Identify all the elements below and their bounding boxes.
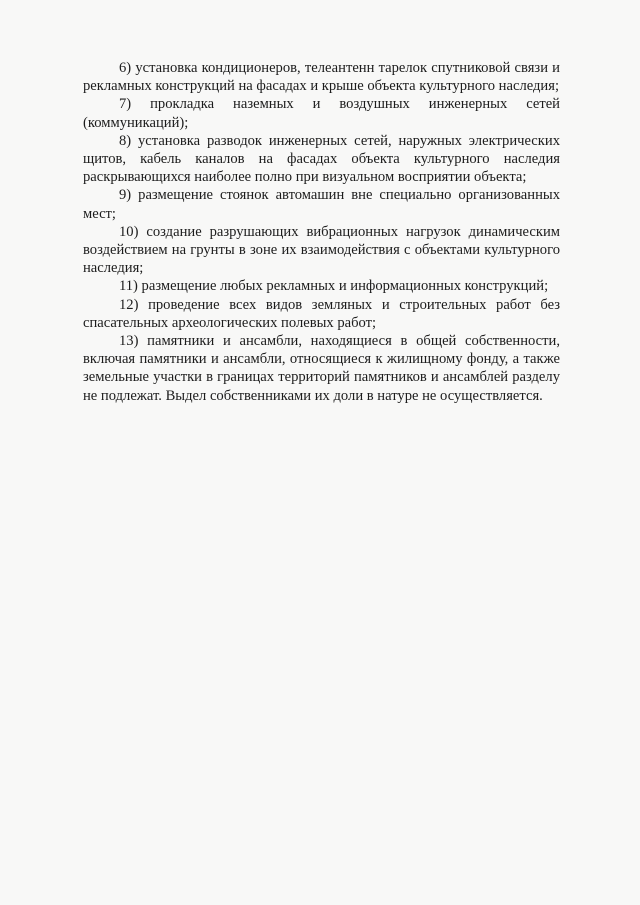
paragraph-item-7: 7) прокладка наземных и воздушных инженерных сетей (коммуникаций); xyxy=(83,96,560,131)
paragraph-item-13: 13) памятники и ансамбли, находящиеся в общей собственности, включая памятники и ансамбли, относящиеся к жилищному фонду, а также земельные участки в границах территорий памятников и ансамблей разделу не подлежат. Выдел собственниками их доли в натуре не осуществляется. xyxy=(83,333,560,404)
document-body xyxy=(83,59,560,405)
paragraph-item-8: 8) установка разводок инженерных сетей, наружных электрических щитов, кабель каналов на фасадах объекта культурного наследия раскрывающихся наиболее полно при визуальном восприятии объекта; xyxy=(83,132,560,186)
paragraph-item-12: 12) проведение всех видов земляных и строительных работ без спасательных археологических полевых работ; xyxy=(83,296,560,331)
paragraph-item-9: 9) размещение стоянок автомашин вне специально организованных мест; xyxy=(83,187,560,222)
paragraph-item-6: 6) установка кондиционеров, телеантенн тарелок спутниковой связи и рекламных конструкций на фасадах и крыше объекта культурного наследия; xyxy=(83,60,560,95)
paragraph-item-10: 10) создание разрушающих вибрационных нагрузок динамическим воздействием на грунты в зоне их взаимодействия с объектами культурного наследия; xyxy=(83,223,560,277)
paragraph-item-11: 11) размещение любых рекламных и информационных конструкций; xyxy=(119,278,549,295)
